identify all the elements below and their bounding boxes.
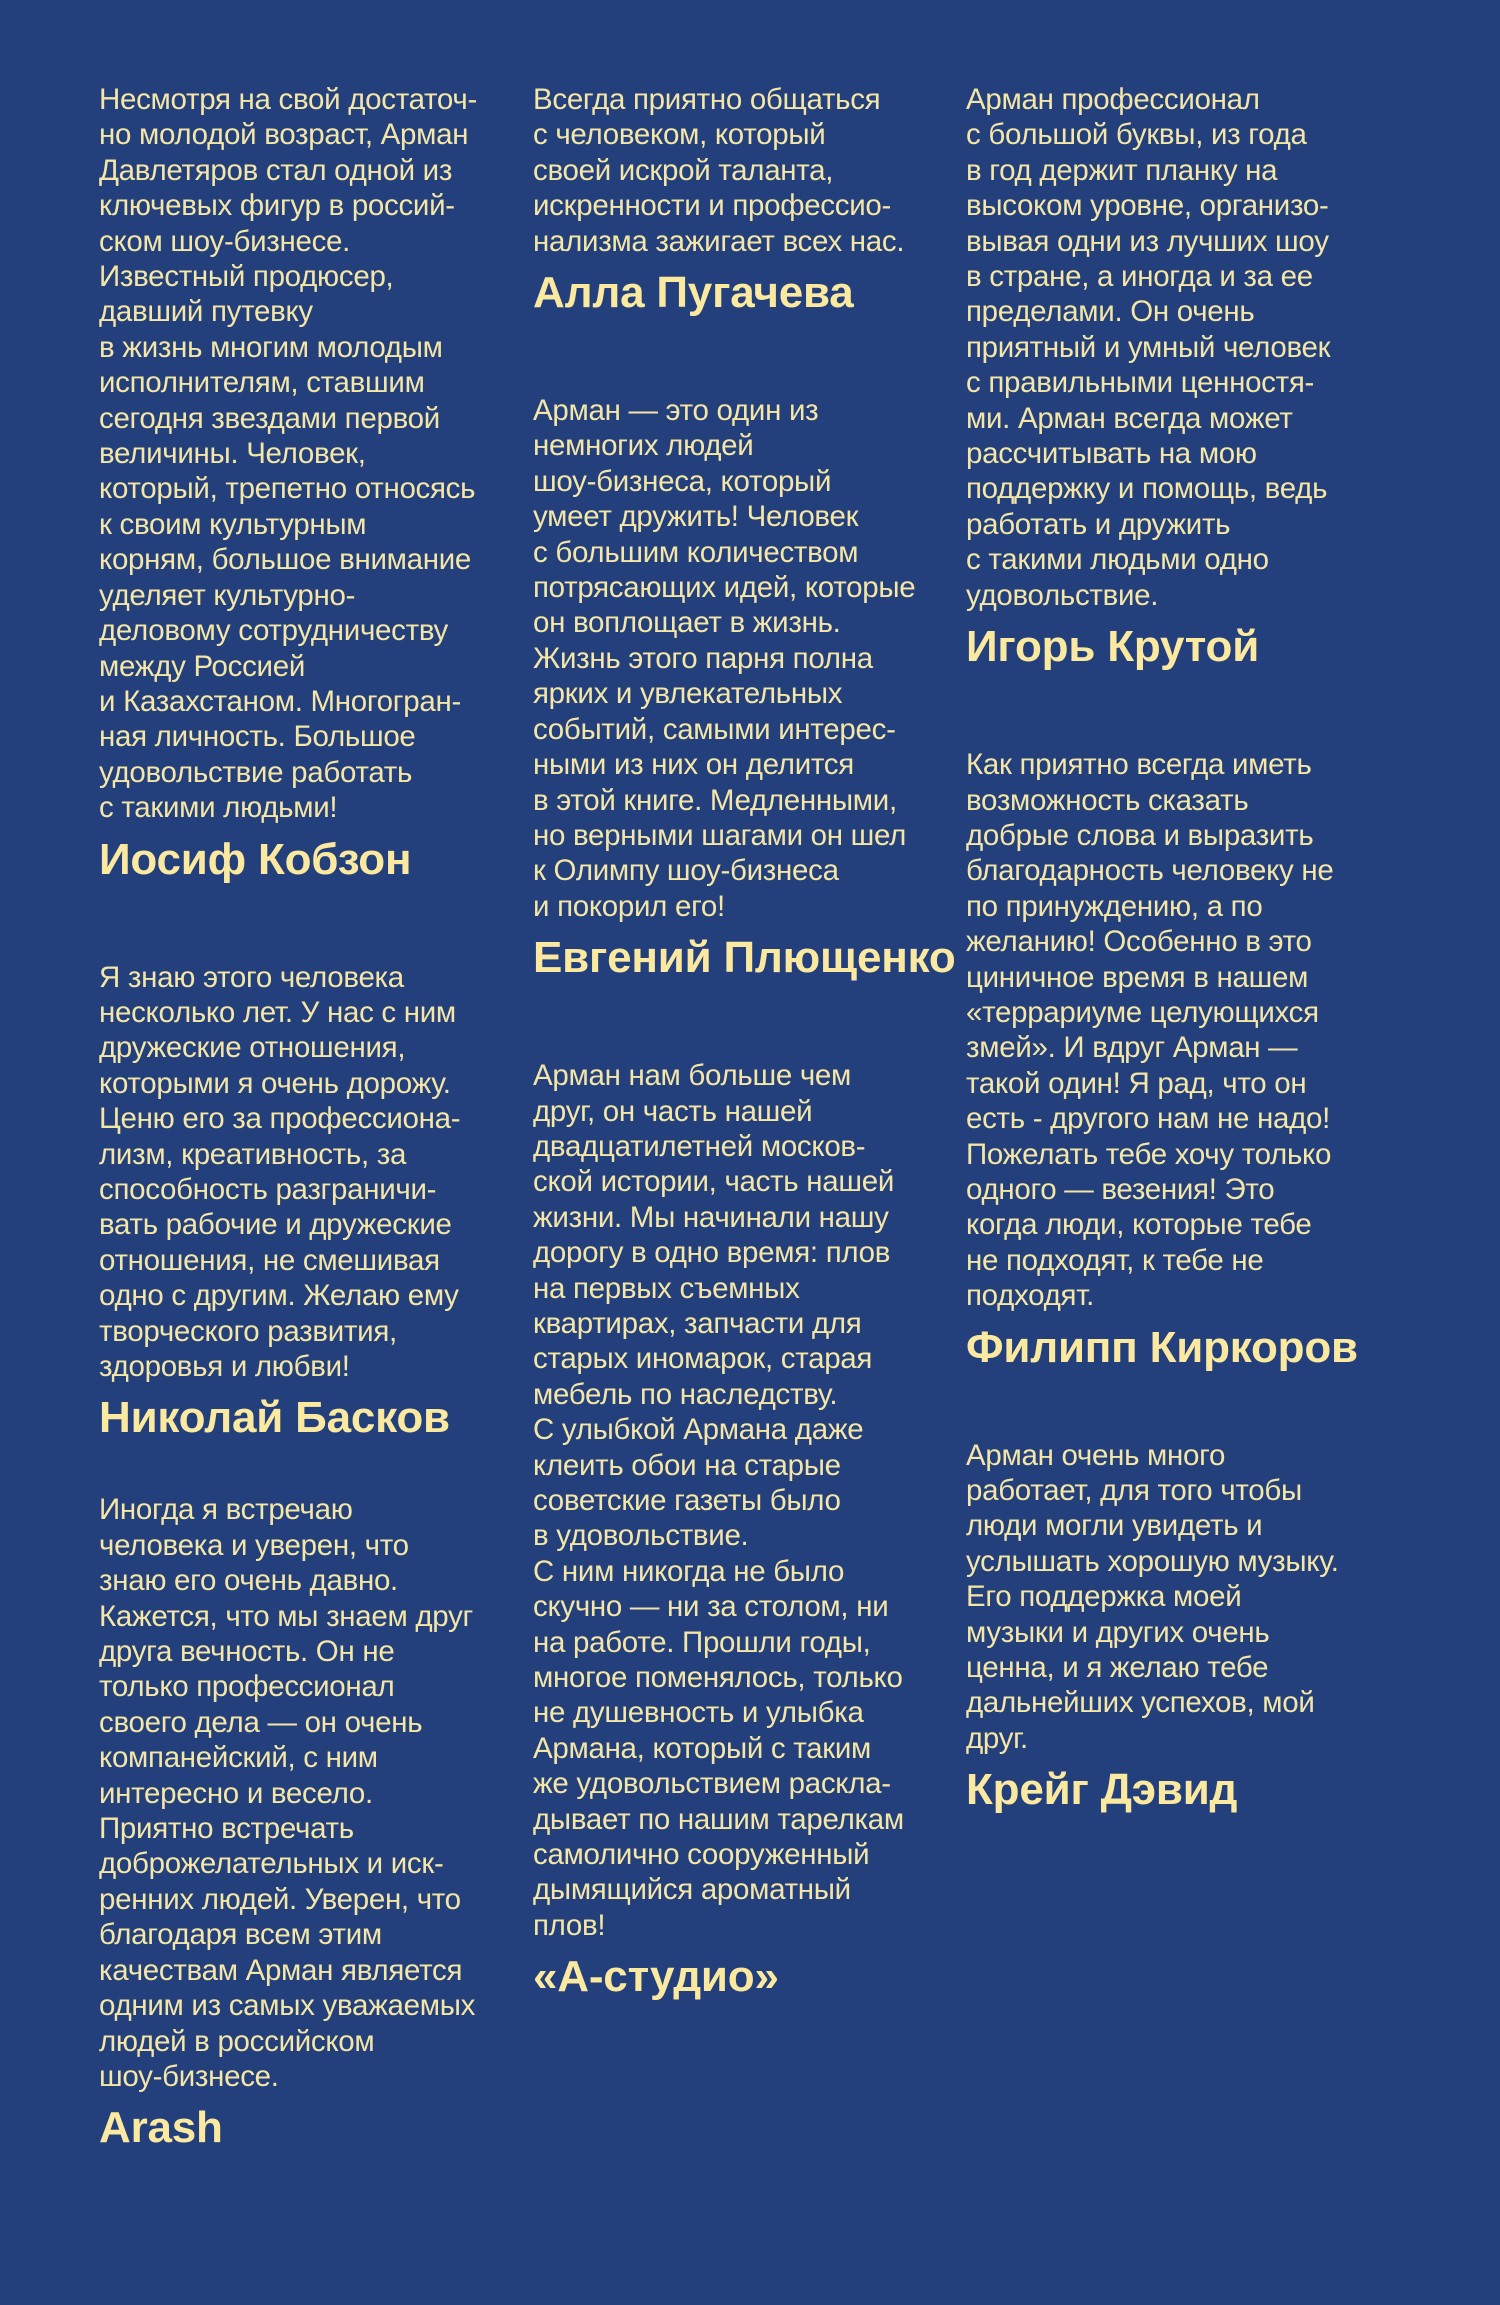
testimonial-column-2 (533, 82, 956, 2003)
testimonial-quote: Арман — это один из немногих людей шоу-бизнеса, который умеет дружить! Человек с большим количеством потрясающих идей, которые он воплощает в жизнь. Жизнь этого парня полна ярких и увлекательных событий, самыми интерес- ными из них он делится в этой книге. Медленными, но верными шагами он шел к Олимпу шоу-бизнеса и покорил его! (533, 394, 916, 923)
testimonial-quote: Всегда приятно общаться с человеком, который своей искрой таланта, искренности и профессио- нализма зажигает всех нас. (533, 83, 905, 258)
testimonial-baskov (99, 960, 519, 1445)
testimonial-author: Иосиф Кобзон (99, 834, 412, 884)
testimonial-column-1 (99, 82, 519, 2154)
testimonial-author: Arash (99, 2103, 223, 2153)
testimonial-author: Николай Басков (99, 1393, 450, 1443)
testimonial-kirkorov (966, 747, 1386, 1374)
testimonial-quote: Я знаю этого человека несколько лет. У нас с ним дружеские отношения, которыми я очень дорожу. Ценю его за профессиона- лизм, креативность, за способность разграничи- вать рабочие и дружеские отношения, не смешивая одно с другим. Желаю ему творческого развития, здоровья и любви! (99, 960, 461, 1383)
testimonial-quote: Арман профессионал с большой буквы, из года в год держит планку на высоком уровне, организо- вывая одни из лучших шоу в стране, а иногда и за ее пределами. Он очень приятный и умный человек с правильными ценностя- ми. Арман всегда может рассчитывать на мою поддержку и помощь, ведь работать и дружить с такими людьми одно удовольствие. (966, 83, 1331, 612)
testimonial-quote: Несмотря на свой достаточ- но молодой возраст, Арман Давлетяров стал одной из ключевых фигур в россий- ском шоу-бизнесе. Известный продюсер, давший путевку в жизнь многим молодым исполнителям, ставшим сегодня звездами первой величины. Человек, который, трепетно относясь к своим культурным корням, большое внимание уделяет культурно- деловому сотрудничеству между Россией и Казахстаном. Многогран- ная личность. Большое удовольствие работать с такими людьми! (99, 83, 477, 825)
testimonial-krutoy (966, 82, 1386, 673)
testimonial-quote: Как приятно всегда иметь возможность сказать добрые слова и выразить благодарность человеку не по принуждению, а по желанию! Особенно в это циничное время в нашем «террариуме целующихся змей». И вдруг Арман — такой один! Я рад, что он есть - другого нам не надо! Пожелать тебе хочу только одного — везения! Это когда люди, которые тебе не подходят, к тебе не подходят. (966, 748, 1334, 1313)
testimonial-pugacheva (533, 82, 953, 319)
testimonial-kobzon (99, 82, 519, 886)
testimonial-author: Евгений Плющенко (533, 933, 956, 983)
testimonial-quote: Арман очень много работает, для того чтобы люди могли увидеть и услышать хорошую музыку. Его поддержка моей музыки и других очень ценна, и я желаю тебе дальнейших успехов, мой друг. (966, 1438, 1339, 1755)
testimonial-quote: Арман нам больше чем друг, он часть нашей двадцатилетней москов- ской истории, часть нашей жизни. Мы начинали нашу дорогу в одно время: плов на первых съемных квартирах, запчасти для старых иномарок, старая мебель по наследству. С улыбкой Армана даже клеить обои на старые советские газеты было в удовольствие. С ним никогда не было скучно — ни за столом, ни на работе. Прошли годы, многое поменялось, только не душевность и улыбка Армана, который с таким же удовольствием раскла- дывает по нашим тарелкам самолично сооруженный дымящийся ароматный плов! (533, 1059, 904, 1942)
testimonial-column-3 (966, 82, 1386, 1816)
testimonial-author: «А-студио» (533, 1952, 779, 2002)
testimonial-author: Игорь Крутой (966, 622, 1260, 672)
testimonial-plushenko (533, 393, 956, 984)
testimonial-arash (99, 1492, 519, 2154)
testimonial-craig-david (966, 1438, 1386, 1817)
testimonial-a-studio (533, 1058, 953, 2003)
testimonial-author: Филипп Киркоров (966, 1322, 1358, 1372)
testimonial-quote: Иногда я встречаю человека и уверен, что знаю его очень давно. Кажется, что мы знаем друг друга вечность. Он не только профессионал своего дела — он очень компанейский, с ним интересно и весело. Приятно встречать доброжелательных и иск- ренних людей. Уверен, что благодаря всем этим качествам Арман является одним из самых уважаемых людей в российском шоу-бизнесе. (99, 1493, 476, 2093)
testimonial-author: Алла Пугачева (533, 268, 854, 318)
testimonial-author: Крейг Дэвид (966, 1765, 1238, 1815)
